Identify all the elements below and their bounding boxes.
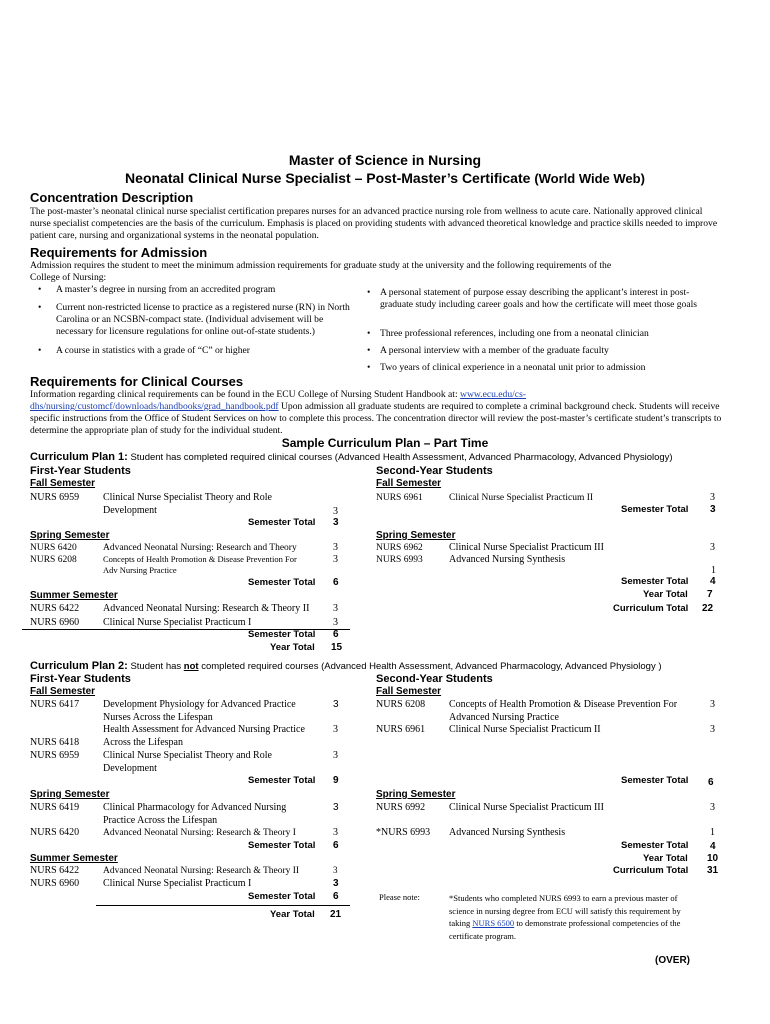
plan2-y2-fall-heading: Fall Semester xyxy=(376,686,442,697)
semester-total-label: Semester Total xyxy=(621,840,689,851)
clinical-heading: Requirements for Clinical Courses xyxy=(30,374,244,389)
course-title: Clinical Nurse Specialist Practicum III xyxy=(449,802,604,813)
course-code: NURS 6420 xyxy=(30,543,77,553)
admission-intro: Admission requires the student to meet the minimum admission requirements for graduate study at the university and the following requirements of the College of Nursing: xyxy=(30,260,612,283)
semester-total-value: 6 xyxy=(333,891,339,902)
course-title: Advanced Neonatal Nursing: Research & Theory I xyxy=(103,828,296,838)
course-credits: 1 xyxy=(710,827,715,838)
semester-total-label: Semester Total xyxy=(621,504,689,515)
course-code: NURS 6208 xyxy=(30,555,77,565)
course-credits: 3 xyxy=(333,827,338,838)
course-title: Clinical Nurse Specialist Practicum III xyxy=(449,542,604,553)
course-code: NURS 6961 xyxy=(376,724,426,735)
course-code: NURS 6422 xyxy=(30,865,80,876)
year-total-label: Year Total xyxy=(643,853,688,864)
plan2-y1-summer-heading: Summer Semester xyxy=(30,853,118,864)
course-credits: 1 xyxy=(711,565,716,576)
course-credits: 3 xyxy=(333,699,339,710)
year-total-label: Year Total xyxy=(643,589,688,600)
semester-total-label: Semester Total xyxy=(621,775,689,786)
page-title: Master of Science in Nursing xyxy=(288,152,482,168)
course-code: NURS 6960 xyxy=(30,617,80,628)
course-credits: 3 xyxy=(333,802,339,813)
curriculum-total-label: Curriculum Total xyxy=(613,603,689,614)
plan2-y1-spring-heading: Spring Semester xyxy=(30,789,110,800)
course-code: NURS 6960 xyxy=(30,878,80,889)
plan1-second-year: Second-Year Students xyxy=(376,465,493,477)
semester-total-value: 6 xyxy=(333,577,339,588)
semester-total-value: 6 xyxy=(333,840,339,851)
course-credits: 3 xyxy=(333,750,338,761)
course-title: Advanced Neonatal Nursing: Research and Theory xyxy=(103,543,297,553)
clinical-text: Information regarding clinical requirements can be found in the ECU College of Nursing Student Handbook at: www.ecu.edu/cs-dhs/nursing/customcf/downloads/handbooks/grad_handbook.pdf Upon admission all graduate students are required to complete a criminal background check. Students will receive specific instructions from the Office of Student Services on how to complete this process. The concentration director will review the post-master’s certificate student’s transcripts to determine the appropriate plan of study for the individual student. xyxy=(30,389,722,436)
course-credits: 3 xyxy=(333,554,338,565)
year-total-value: 10 xyxy=(707,853,719,864)
course-code: NURS 6959 xyxy=(30,750,80,761)
sample-curriculum-heading: Sample Curriculum Plan – Part Time xyxy=(281,436,489,450)
course-title: Concepts of Health Promotion & Disease Prevention For Advanced Nursing Practice xyxy=(449,699,678,723)
subtitle-suffix: (World Wide Web) xyxy=(534,171,645,186)
semester-total-label: Semester Total xyxy=(248,577,316,588)
course-title: Advanced Neonatal Nursing: Research & Theory II xyxy=(103,603,310,614)
plan1-y1-fall-heading: Fall Semester xyxy=(30,478,96,489)
course-code: NURS 6417 xyxy=(30,699,80,710)
course-code: NURS 6422 xyxy=(30,603,80,614)
semester-total-value: 9 xyxy=(333,775,339,786)
course-title: Clinical Nurse Specialist Theory and Role Development xyxy=(103,750,272,774)
plan1-first-year: First-Year Students xyxy=(30,465,131,477)
plan2-y1-fall-heading: Fall Semester xyxy=(30,686,96,697)
year-total-value: 7 xyxy=(707,589,713,600)
course-title: Clinical Nurse Specialist Practicum I xyxy=(103,878,252,889)
course-credits: 3 xyxy=(333,617,338,628)
year-total-label: Year Total xyxy=(270,642,315,653)
semester-total-label: Semester Total xyxy=(621,576,689,587)
divider xyxy=(96,905,350,906)
course-code: NURS 6961 xyxy=(376,493,423,503)
plan2-second-year: Second-Year Students xyxy=(376,673,493,685)
plan2-y2-spring-heading: Spring Semester xyxy=(376,789,456,800)
curriculum-total-value: 22 xyxy=(702,603,714,614)
semester-total-label: Semester Total xyxy=(248,517,316,528)
plan2-first-year: First-Year Students xyxy=(30,673,131,685)
course-credits: 3 xyxy=(710,802,715,813)
course-title: Clinical Pharmacology for Advanced Nursing Practice Across the Lifespan xyxy=(103,802,287,826)
plan1-y1-summer-heading: Summer Semester xyxy=(30,590,118,601)
curriculum-total-label: Curriculum Total xyxy=(613,865,689,876)
course-title: Development Physiology for Advanced Practice Nurses Across the Lifespan xyxy=(103,699,296,723)
semester-total-value: 4 xyxy=(710,841,716,852)
plan2-description: Curriculum Plan 2: Student has not completed required courses (Advanced Health Assessment, Advanced Pharmacology, Advanced Physiology ) xyxy=(30,660,662,672)
course-title: Advanced Nursing Synthesis xyxy=(449,827,566,838)
plan1-y2-fall-heading: Fall Semester xyxy=(376,478,442,489)
note-text: *Students who completed NURS 6993 to earn a previous master of science in nursing degree from ECU will satisfy this requirement by taking NURS 6500 to demonstrate professional competencies of the certificate program. xyxy=(449,893,681,941)
over-label: (OVER) xyxy=(655,955,690,966)
course-credits: 3 xyxy=(333,542,338,553)
year-total-value: 15 xyxy=(331,642,343,653)
semester-total-label: Semester Total xyxy=(248,775,316,786)
course-credits: 3 xyxy=(333,506,338,517)
course-title: Clinical Nurse Specialist Practicum II xyxy=(449,493,594,503)
course-credits: 3 xyxy=(333,724,338,735)
course-title: Advanced Nursing Synthesis xyxy=(449,554,566,565)
course-title: Advanced Neonatal Nursing: Research & Theory II xyxy=(103,866,300,876)
plan1-description: Curriculum Plan 1: Student has completed required clinical courses (Advanced Health Assessment, Advanced Pharmacology, Advanced Physiology) xyxy=(30,451,673,463)
subtitle-main: Neonatal Clinical Nurse Specialist – Post-Master’s Certificate xyxy=(125,170,531,186)
semester-total-value: 6 xyxy=(333,629,339,640)
course-credits: 3 xyxy=(710,699,715,710)
course-code: NURS 6992 xyxy=(376,802,426,813)
course-title: Clinical Nurse Specialist Practicum I xyxy=(103,617,252,628)
course-title: Clinical Nurse Specialist Practicum II xyxy=(449,724,601,735)
semester-total-value: 3 xyxy=(333,517,339,528)
year-total-label: Year Total xyxy=(270,909,315,920)
course-title: Health Assessment for Advanced Nursing Practice Across the Lifespan xyxy=(103,724,305,748)
course-credits: 3 xyxy=(710,724,715,735)
semester-total-value: 4 xyxy=(710,576,716,587)
semester-total-label: Semester Total xyxy=(248,891,316,902)
plan1-y1-spring-heading: Spring Semester xyxy=(30,530,110,541)
admission-heading: Requirements for Admission xyxy=(30,245,208,260)
nurs-6500-link[interactable]: NURS 6500 xyxy=(472,918,515,928)
course-code: NURS 6962 xyxy=(376,543,423,553)
semester-total-label: Semester Total xyxy=(248,629,316,640)
course-credits: 3 xyxy=(333,878,339,889)
course-title: Clinical Nurse Specialist Theory and Role Development xyxy=(103,492,272,516)
curriculum-total-value: 31 xyxy=(707,865,719,876)
semester-total-value: 6 xyxy=(708,777,714,788)
semester-total-label: Semester Total xyxy=(248,840,316,851)
plan1-y2-spring-heading: Spring Semester xyxy=(376,530,456,541)
page-subtitle xyxy=(0,170,770,186)
concentration-heading: Concentration Description xyxy=(30,190,194,205)
course-code: *NURS 6993 xyxy=(376,827,431,838)
course-title: Concepts of Health Promotion & Disease Prevention For Adv Nursing Practice xyxy=(103,554,297,575)
course-code: NURS 6419 xyxy=(30,802,80,813)
year-total-value: 21 xyxy=(330,909,342,920)
course-code: NURS 6959 xyxy=(30,492,80,503)
course-code: NURS 6420 xyxy=(30,827,80,838)
course-code: NURS 6993 xyxy=(376,555,423,565)
note-label: Please note: xyxy=(379,892,420,902)
course-credits: 3 xyxy=(333,603,338,614)
course-credits: 3 xyxy=(710,542,715,553)
course-code: NURS 6418 xyxy=(30,737,80,748)
course-credits: 3 xyxy=(710,492,715,503)
course-credits: 3 xyxy=(333,865,338,875)
semester-total-value: 3 xyxy=(710,504,716,515)
handbook-link[interactable]: www.ecu.edu/cs-dhs/nursing/customcf/downloads/handbooks/grad_handbook.pdf xyxy=(30,389,526,412)
course-code: NURS 6208 xyxy=(376,699,426,710)
concentration-text: The post-master’s neonatal clinical nurse specialist certification prepares nurses for an advanced practice nursing role from wellness to acute care. Nationally approved clinical nurse specialist competencies are the basis of the curriculum. Emphasis is placed on providing students with advanced theoretical knowledge and practice skills needed to improve patient care, nursing and organizational systems in the neonatal population. xyxy=(30,206,718,241)
